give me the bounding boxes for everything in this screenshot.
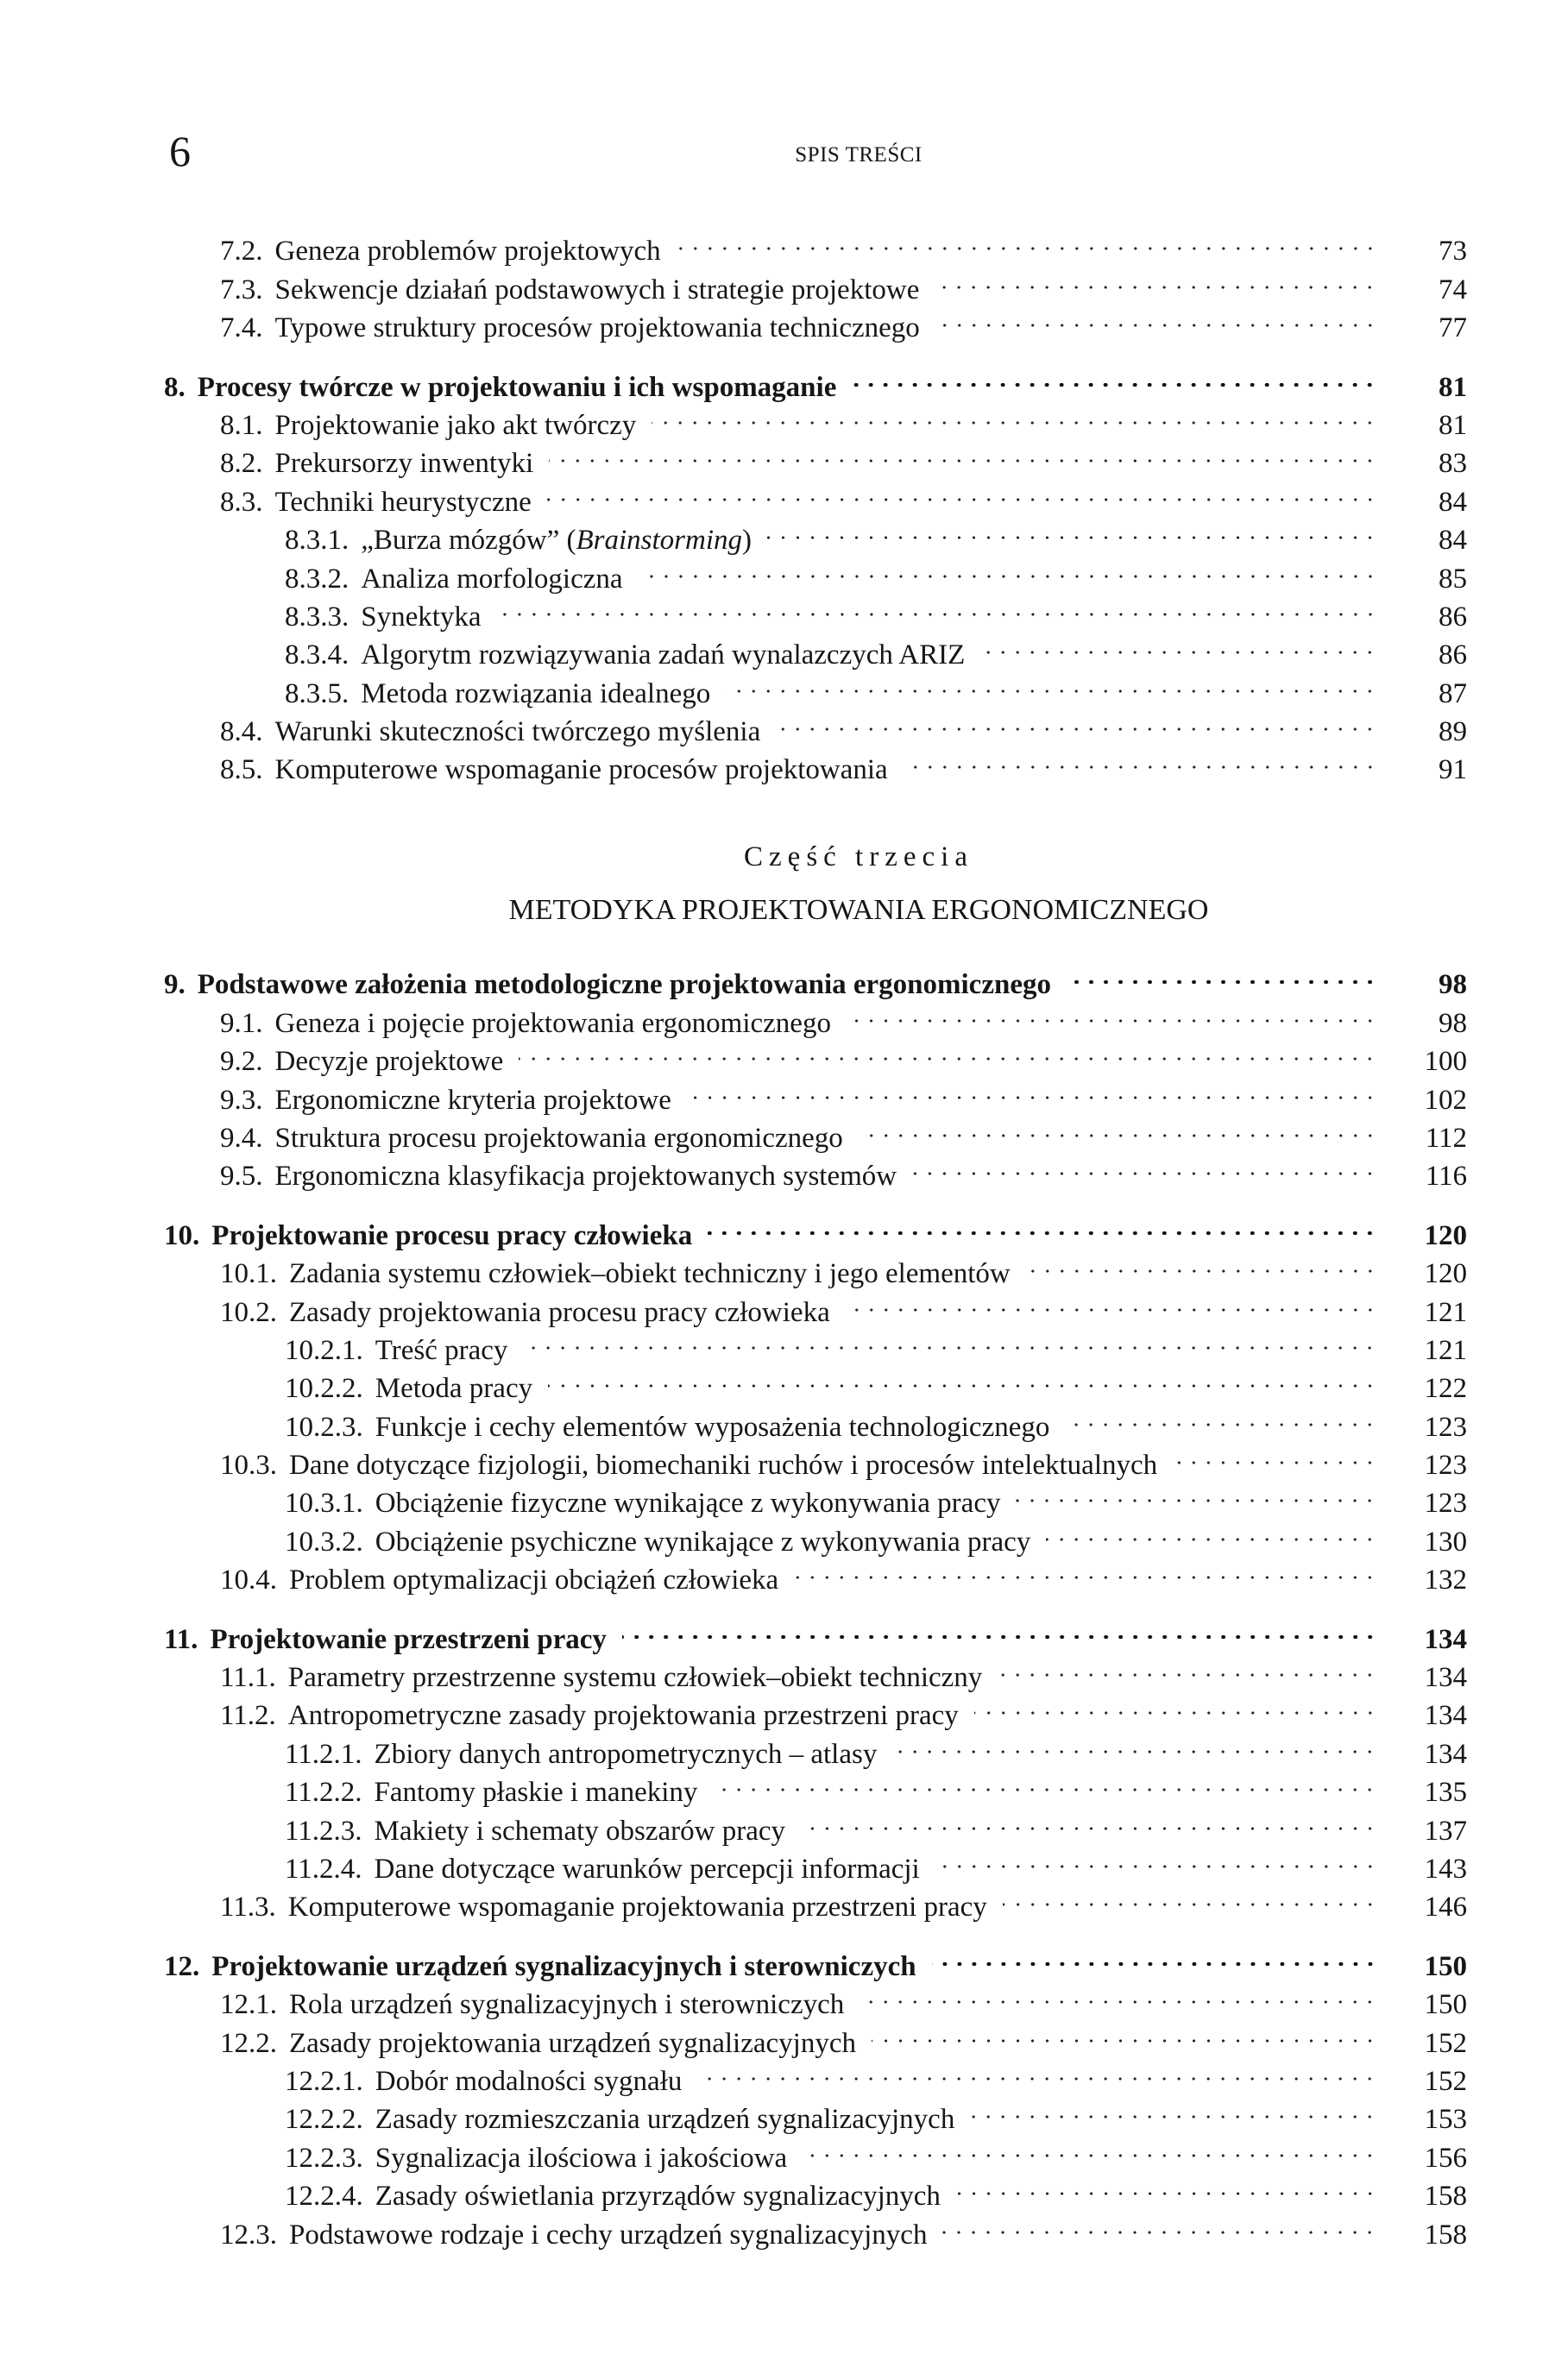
dot-leader <box>956 2167 1377 2205</box>
entry-number: 11.1. <box>220 1662 276 1694</box>
toc-entry <box>164 664 1467 709</box>
entry-number: 10.3. <box>220 1450 277 1482</box>
entry-page: 122 <box>1424 1373 1467 1405</box>
entry-number: 11.2. <box>220 1700 276 1732</box>
entry-number: 10.4. <box>220 1565 277 1596</box>
dot-leader <box>935 260 1377 298</box>
entry-title-text: Sekwencje działań podstawowych i strategie projektowe <box>274 274 920 305</box>
entry-number: 10.2.2. <box>285 1373 363 1405</box>
dot-leader <box>708 1206 1377 1244</box>
dot-leader <box>852 357 1377 395</box>
entry-title <box>275 1157 897 1195</box>
entry-title-text: Analiza morfologiczna <box>361 563 623 595</box>
entry-page: 86 <box>1439 639 1467 671</box>
entry-page: 135 <box>1424 1777 1467 1809</box>
entry-title-text: Synektyka <box>361 601 482 633</box>
entry-title-text: Podstawowe rodzaje i cechy urządzeń sygnalizacyjnych <box>289 2219 928 2251</box>
entry-title-text: Antropometryczne zasady projektowania przestrzeni pracy <box>287 1700 959 1732</box>
dot-leader <box>1026 1244 1377 1282</box>
entry-number: 9.5. <box>220 1161 263 1193</box>
entry-number: 8.2. <box>220 448 263 480</box>
entry-number: 10.2. <box>220 1296 277 1328</box>
toc-entry <box>164 2090 1467 2136</box>
entry-page: 74 <box>1439 274 1467 305</box>
entry-page: 123 <box>1424 1450 1467 1482</box>
entry-page: 81 <box>1439 409 1467 441</box>
entry-number: 11.2.4. <box>285 1853 362 1885</box>
entry-page: 152 <box>1424 2027 1467 2059</box>
entry-title-text: Ergonomiczna klasyfikacja projektowanych systemów <box>274 1161 897 1193</box>
dot-leader <box>776 702 1377 740</box>
toc-chapter-entry <box>164 1936 1467 1982</box>
dot-leader <box>860 1975 1377 2013</box>
entry-number: 11.2.3. <box>285 1815 362 1847</box>
entry-title-text: Makiety i schematy obszarów pracy <box>374 1815 786 1847</box>
entry-number: 9.3. <box>220 1084 263 1116</box>
toc-entry <box>164 702 1467 748</box>
entry-title-text: Rola urządzeń sygnalizacyjnych i sterowniczych <box>289 1989 845 2021</box>
entry-page: 152 <box>1424 2065 1467 2097</box>
entry-title-text: Zbiory danych antropometrycznych – atlasy <box>374 1738 878 1770</box>
toc-entry <box>164 1321 1467 1366</box>
entry-page: 146 <box>1424 1892 1467 1924</box>
toc-entry <box>164 1436 1467 1482</box>
dot-leader <box>639 549 1377 587</box>
entry-number: 7.3. <box>220 274 263 305</box>
dot-leader <box>980 626 1377 664</box>
entry-title <box>289 2216 927 2254</box>
entry-number: 8.1. <box>220 409 263 441</box>
entry-number: 11. <box>164 1623 198 1655</box>
entry-number: 11.3. <box>220 1892 276 1924</box>
toc-entry <box>164 2205 1467 2251</box>
entry-page: 85 <box>1439 563 1467 595</box>
toc-entry <box>164 2013 1467 2059</box>
entry-page: 153 <box>1424 2104 1467 2136</box>
dot-leader <box>1003 1878 1377 1916</box>
entry-page: 84 <box>1439 486 1467 518</box>
entry-title-text: Obciążenie fizyczne wynikające z wykonywania pracy <box>375 1488 1001 1520</box>
entry-page: 150 <box>1424 1950 1467 1982</box>
entry-title-text: Zasady oświetlania przyrządów sygnalizacyjnych <box>375 2181 941 2213</box>
entry-title-text: Geneza i pojęcie projektowania ergonomicznego <box>274 1007 831 1039</box>
entry-page: 73 <box>1439 236 1467 268</box>
dot-leader <box>519 1032 1377 1070</box>
entry-number: 10.3.1. <box>285 1488 363 1520</box>
toc-chapter-entry <box>164 955 1467 1001</box>
entry-title <box>275 751 888 789</box>
entry-number: 10.2.1. <box>285 1334 363 1366</box>
entry-number: 8.3.5. <box>285 677 349 709</box>
entry-title-text: Struktura procesu projektowania ergonomicznego <box>274 1122 843 1154</box>
entry-page: 100 <box>1424 1046 1467 1078</box>
entry-title-text: Projektowanie przestrzeni pracy <box>210 1623 607 1655</box>
toc-entry <box>164 1109 1467 1154</box>
entry-title-text: Metoda rozwiązania idealnego <box>361 677 711 709</box>
entry-title <box>289 1561 778 1599</box>
entry-page: 112 <box>1425 1122 1467 1154</box>
entry-page: 77 <box>1439 312 1467 344</box>
entry-number: 12.2. <box>220 2027 277 2059</box>
entry-number: 12.2.1. <box>285 2065 363 2097</box>
entry-number: 8.3.3. <box>285 601 349 633</box>
entry-page: 121 <box>1424 1334 1467 1366</box>
entry-title-text: Projektowanie jako akt twórczy <box>274 409 637 441</box>
dot-leader <box>801 1801 1377 1839</box>
part-title: METODYKA PROJEKTOWANIA ERGONOMICZNEGO <box>508 894 1209 926</box>
dot-leader <box>547 472 1377 510</box>
toc-entry <box>164 1070 1467 1116</box>
entry-number: 12.2.2. <box>285 2104 363 2136</box>
entry-title <box>288 1888 987 1926</box>
toc-entry <box>164 549 1467 595</box>
toc-block-part-two-end <box>164 222 1467 786</box>
toc-entry <box>164 1551 1467 1596</box>
entry-number: 8.4. <box>220 716 263 748</box>
entry-title-text: Warunki skuteczności twórczego myślenia <box>274 716 761 748</box>
toc-entry <box>164 1975 1467 2021</box>
toc-entry <box>164 1724 1467 1770</box>
entry-title-text: Parametry przestrzenne systemu człowiek–obiekt techniczny <box>287 1662 983 1694</box>
toc-entry <box>164 2128 1467 2174</box>
toc-entry <box>164 1032 1467 1078</box>
entry-number: 12.2.3. <box>285 2142 363 2174</box>
entry-page: 134 <box>1424 1623 1467 1655</box>
entry-title-text: Zasady projektowania procesu pracy człowieka <box>289 1296 830 1328</box>
entry-title-after: ) <box>742 525 753 557</box>
entry-number: 8.3.1. <box>285 525 349 557</box>
entry-number: 12. <box>164 1950 200 1982</box>
dot-leader <box>974 1686 1377 1724</box>
entry-number: 11.2.2. <box>285 1777 362 1809</box>
toc-entry <box>164 1147 1467 1193</box>
entry-title-italic: Brainstorming <box>576 525 743 557</box>
dot-leader <box>932 1936 1377 1974</box>
entry-number: 9. <box>164 969 186 1001</box>
entry-title-text: Komputerowe wspomaganie projektowania przestrzeni pracy <box>287 1892 987 1924</box>
entry-title-text: Obciążenie psychiczne wynikające z wykonywania pracy <box>375 1526 1031 1558</box>
entry-number: 9.1. <box>220 1007 263 1039</box>
dot-leader <box>872 2013 1377 2051</box>
page-number: 6 <box>169 127 191 175</box>
dot-leader <box>497 588 1377 626</box>
dot-leader <box>726 664 1377 702</box>
dot-leader <box>846 1282 1377 1320</box>
dot-leader <box>935 1840 1377 1878</box>
dot-leader <box>687 1070 1377 1108</box>
toc-entry <box>164 740 1467 786</box>
entry-page: 143 <box>1424 1853 1467 1885</box>
dot-leader <box>935 299 1377 337</box>
dot-leader <box>912 1147 1377 1185</box>
entry-page: 156 <box>1424 2142 1467 2174</box>
dot-leader <box>1065 1397 1377 1435</box>
entry-page: 120 <box>1424 1258 1467 1290</box>
toc-entry <box>164 1648 1467 1694</box>
toc-chapter-entry <box>164 1206 1467 1251</box>
entry-page: 84 <box>1439 525 1467 557</box>
entry-title-text: Dane dotyczące warunków percepcji informacji <box>374 1853 920 1885</box>
entry-title-text: Podstawowe założenia metodologiczne projektowania ergonomicznego <box>197 969 1051 1001</box>
entry-page: 98 <box>1439 969 1467 1001</box>
entry-number: 8.3.4. <box>285 639 349 671</box>
dot-leader <box>892 1724 1377 1762</box>
dot-leader <box>713 1763 1377 1801</box>
entry-title-text: Komputerowe wspomaganie procesów projektowania <box>274 754 888 786</box>
entry-number: 8. <box>164 371 186 403</box>
toc-entry <box>164 993 1467 1039</box>
entry-number: 10.3.2. <box>285 1526 363 1558</box>
entry-title-text: Prekursorzy inwentyki <box>274 448 534 480</box>
entry-page: 123 <box>1424 1488 1467 1520</box>
dot-leader <box>847 993 1377 1031</box>
entry-title-text: Dobór modalności sygnału <box>375 2065 683 2097</box>
entry-title-text: Dane dotyczące fizjologii, biomechaniki ruchów i procesów intelektualnych <box>289 1450 1158 1482</box>
entry-number: 7.4. <box>220 312 263 344</box>
entry-page: 150 <box>1424 1989 1467 2021</box>
entry-title-text: Funkcje i cechy elementów wyposażenia technologicznego <box>375 1411 1050 1443</box>
entry-page: 130 <box>1424 1526 1467 1558</box>
entry-number: 12.3. <box>220 2219 277 2251</box>
entry-page: 134 <box>1424 1738 1467 1770</box>
entry-title-text: Projektowanie procesu pracy człowieka <box>211 1219 693 1251</box>
toc-entry <box>164 2052 1467 2097</box>
dot-leader <box>803 2128 1377 2166</box>
toc-entry <box>164 626 1467 671</box>
entry-title-text: Geneza problemów projektowych <box>274 236 661 268</box>
entry-title-text: Decyzje projektowe <box>274 1046 504 1078</box>
entry-title-text: Treść pracy <box>375 1334 508 1366</box>
entry-page: 134 <box>1424 1700 1467 1732</box>
entry-title-text: Zasady rozmieszczania urządzeń sygnalizacyjnych <box>375 2104 955 2136</box>
dot-leader <box>998 1648 1377 1686</box>
toc-entry <box>164 1801 1467 1847</box>
entry-number: 8.3. <box>220 486 263 518</box>
entry-title-text: Problem optymalizacji obciążeń człowieka <box>289 1565 779 1596</box>
dot-leader <box>904 740 1377 778</box>
toc-entry <box>164 511 1467 557</box>
entry-page: 86 <box>1439 601 1467 633</box>
entry-page: 81 <box>1439 371 1467 403</box>
entry-number: 10.2.3. <box>285 1411 363 1443</box>
toc-entry <box>164 434 1467 480</box>
entry-number: 10.1. <box>220 1258 277 1290</box>
entry-page: 134 <box>1424 1662 1467 1694</box>
entry-page: 132 <box>1424 1565 1467 1596</box>
entry-page: 89 <box>1439 716 1467 748</box>
toc-entry <box>164 1512 1467 1558</box>
dot-leader <box>942 2205 1377 2243</box>
entry-number: 11.2.1. <box>285 1738 362 1770</box>
entry-title-text: „Burza mózgów” ( <box>361 525 576 557</box>
entry-page: 120 <box>1424 1219 1467 1251</box>
entry-title-text: Zadania systemu człowiek–obiekt techniczny i jego elementów <box>289 1258 1011 1290</box>
toc-entry <box>164 2167 1467 2213</box>
dot-leader <box>970 2090 1377 2128</box>
toc-entry <box>164 1474 1467 1520</box>
dot-leader <box>1046 1512 1377 1550</box>
entry-title <box>275 309 920 347</box>
dot-leader <box>523 1321 1377 1359</box>
entry-page: 91 <box>1439 754 1467 786</box>
entry-title-text: Zasady projektowania urządzeń sygnalizacyjnych <box>289 2027 856 2059</box>
entry-title-text: Ergonomiczne kryteria projektowe <box>274 1084 671 1116</box>
toc-entry <box>164 396 1467 441</box>
entry-number: 10. <box>164 1219 200 1251</box>
entry-title-text: Algorytm rozwiązywania zadań wynalazczych ARIZ <box>361 639 966 671</box>
entry-number: 12.1. <box>220 1989 277 2021</box>
toc-entry <box>164 472 1467 518</box>
dot-leader <box>859 1109 1377 1147</box>
entry-page: 121 <box>1424 1296 1467 1328</box>
entry-title-text: Typowe struktury procesów projektowania technicznego <box>274 312 920 344</box>
entry-number: 8.5. <box>220 754 263 786</box>
dot-leader <box>697 2052 1377 2090</box>
entry-page: 123 <box>1424 1411 1467 1443</box>
dot-leader <box>1067 955 1377 993</box>
entry-title-text: Fantomy płaskie i manekiny <box>374 1777 698 1809</box>
dot-leader <box>1173 1436 1377 1474</box>
entry-page: 83 <box>1439 448 1467 480</box>
dot-leader <box>549 434 1377 472</box>
toc-entry <box>164 1840 1467 1885</box>
dot-leader <box>622 1609 1377 1647</box>
entry-page: 102 <box>1424 1084 1467 1116</box>
entry-title-text: Projektowanie urządzeń sygnalizacyjnych i sterowniczych <box>211 1950 916 1982</box>
entry-page: 158 <box>1424 2219 1467 2251</box>
entry-page: 158 <box>1424 2181 1467 2213</box>
entry-number: 9.4. <box>220 1122 263 1154</box>
toc-entry <box>164 1359 1467 1405</box>
entry-number: 9.2. <box>220 1046 263 1078</box>
entry-page: 98 <box>1439 1007 1467 1039</box>
dot-leader <box>652 396 1377 434</box>
entry-number: 12.2.4. <box>285 2181 363 2213</box>
entry-page: 116 <box>1425 1161 1467 1193</box>
entry-page: 137 <box>1424 1815 1467 1847</box>
toc-entry <box>164 1686 1467 1732</box>
toc-entry <box>164 222 1467 268</box>
dot-leader <box>548 1359 1377 1397</box>
toc-chapter-entry <box>164 357 1467 403</box>
entry-number: 8.3.2. <box>285 563 349 595</box>
part-label: Część trzecia <box>744 841 973 872</box>
entry-title-text: Metoda pracy <box>375 1373 533 1405</box>
entry-page: 87 <box>1439 677 1467 709</box>
entry-title-text: Techniki heurystyczne <box>274 486 532 518</box>
toc-entry <box>164 1763 1467 1809</box>
toc-entry <box>164 1878 1467 1924</box>
entry-title-text: Procesy twórcze w projektowaniu i ich wspomaganie <box>197 371 837 403</box>
toc-entry <box>164 588 1467 633</box>
toc-entry <box>164 299 1467 344</box>
toc-entry <box>164 1397 1467 1443</box>
dot-leader <box>677 222 1377 260</box>
dot-leader <box>767 511 1377 549</box>
toc-entry <box>164 1244 1467 1290</box>
dot-leader <box>794 1551 1377 1589</box>
running-header: SPIS TREŚCI <box>795 143 923 167</box>
entry-title-text: Sygnalizacja ilościowa i jakościowa <box>375 2142 788 2174</box>
dot-leader <box>1016 1474 1377 1512</box>
entry-number: 7.2. <box>220 236 263 268</box>
toc-block-part-three <box>164 955 1467 2251</box>
toc-chapter-entry <box>164 1609 1467 1655</box>
toc-entry <box>164 260 1467 305</box>
toc-entry <box>164 1282 1467 1328</box>
